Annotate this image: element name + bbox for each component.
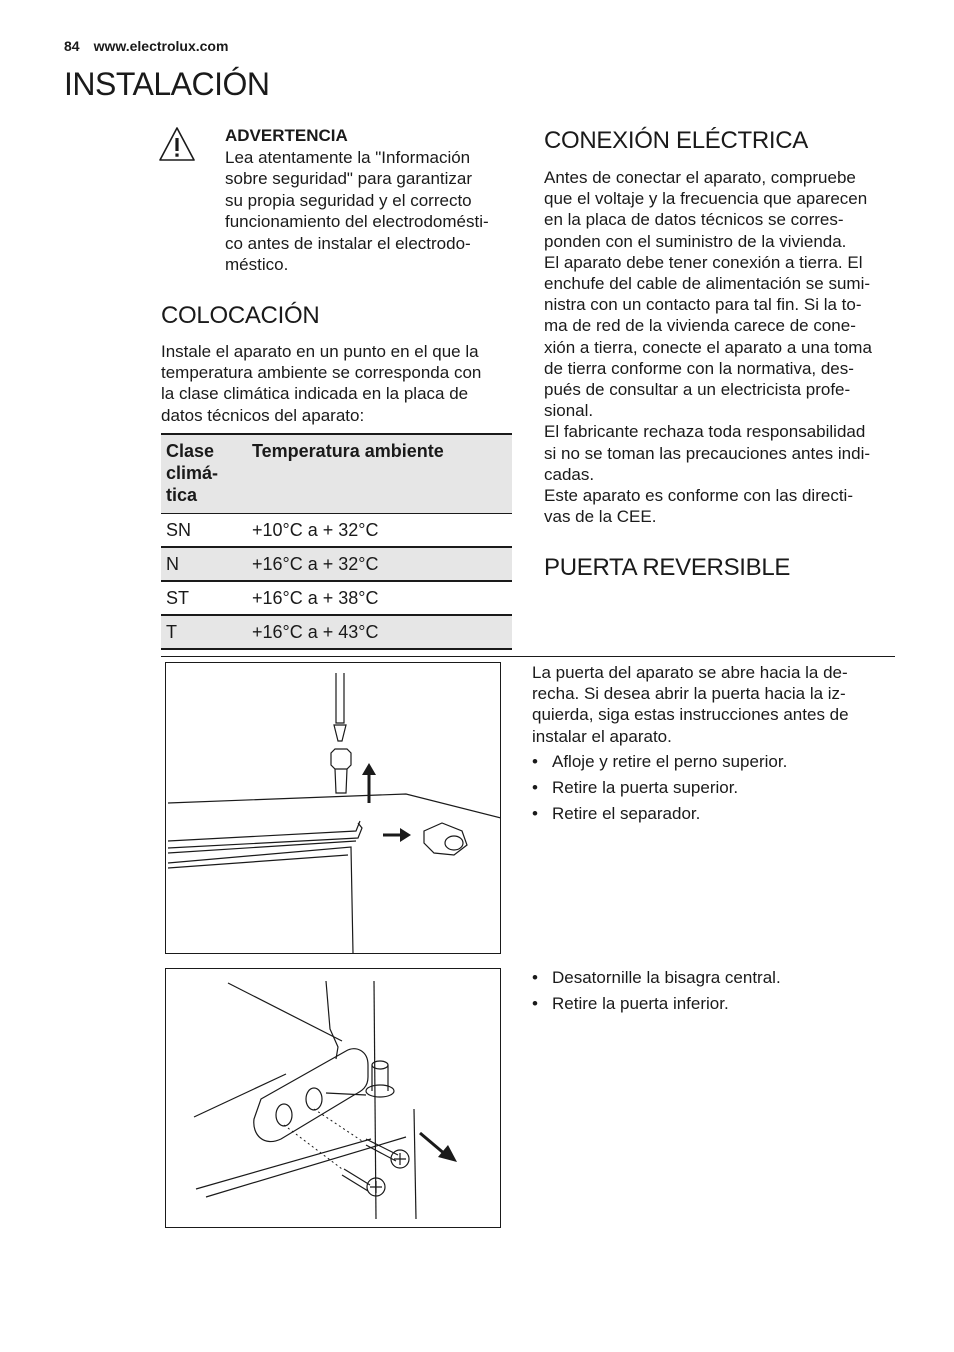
colocacion-heading: COLOCACIÓN <box>161 302 320 329</box>
table-cell-class: SN <box>161 514 247 548</box>
table-row <box>161 547 512 581</box>
list-item: • Retire la puerta inferior. <box>532 993 912 1019</box>
table-row <box>161 615 512 649</box>
table-header-temperature: Temperatura ambiente <box>247 434 512 514</box>
figure-top-hinge <box>165 662 501 954</box>
table-header-class: Clase climá- tica <box>161 434 247 514</box>
page-title: INSTALACIÓN <box>64 66 270 102</box>
page-number: 84 <box>64 38 80 54</box>
table-row <box>161 514 512 548</box>
puerta-intro-text: La puerta del aparato se abre hacia la de- recha. Si desea abrir la puerta hacia la iz- quierda, siga estas instrucciones antes de instalar el aparato. <box>532 663 849 746</box>
page-header <box>64 38 242 54</box>
table-header-row <box>161 434 512 514</box>
list-item: • Retire la puerta superior. <box>532 777 912 803</box>
table-cell-temperature: +16°C a + 32°C <box>247 547 512 581</box>
list-item: • Afloje y retire el perno superior. <box>532 751 912 777</box>
figure-middle-hinge <box>165 968 501 1228</box>
website-url: www.electrolux.com <box>93 38 229 54</box>
list-item: • Desatornille la bisagra central. <box>532 967 912 993</box>
steps-list-2 <box>532 967 912 1019</box>
puerta-heading: PUERTA REVERSIBLE <box>544 554 791 581</box>
table-cell-temperature: +16°C a + 43°C <box>247 615 512 649</box>
table-cell-temperature: +16°C a + 38°C <box>247 581 512 615</box>
warning-title: ADVERTENCIA <box>225 126 348 145</box>
table-cell-temperature: +10°C a + 32°C <box>247 514 512 548</box>
conexion-heading: CONEXIÓN ELÉCTRICA <box>544 127 808 154</box>
table-cell-class: T <box>161 615 247 649</box>
section-divider <box>161 656 895 657</box>
warning-triangle-icon <box>158 126 196 162</box>
conexion-text: Antes de conectar el aparato, compruebe que el voltaje y la frecuencia que aparecen en la placa de datos técnicos se corres- ponden con el suministro de la vivienda. El aparato debe tener conexión a tierra. El enchufe del cable de alimentación se sumi- nistra con un contacto para tal fin. Si la to- ma de red de la vivienda carece de cone- xión a tierra, conecte el aparato a una toma de tierra conforme con la normativa, des- pués de consultar a un electricista profe- sional. El fabricante rechaza toda responsabilidad si no se toman las precauciones antes indi- cadas. Este aparato es conforme con las directi- vas de la CEE. <box>544 168 872 527</box>
table-row <box>161 581 512 615</box>
climate-class-table <box>161 433 512 650</box>
table-cell-class: ST <box>161 581 247 615</box>
colocacion-text: Instale el aparato en un punto en el que la temperatura ambiente se corresponda con la clase climática indicada en la placa de datos técnicos del aparato: <box>161 342 482 425</box>
warning-text: Lea atentamente la "Información sobre seguridad" para garantizar su propia seguridad y el correcto funcionamiento del electrodomésti- co antes de instalar el electrodo- méstico. <box>225 148 489 275</box>
list-item: • Retire el separador. <box>532 803 912 829</box>
steps-list-1 <box>532 751 912 829</box>
table-cell-class: N <box>161 547 247 581</box>
